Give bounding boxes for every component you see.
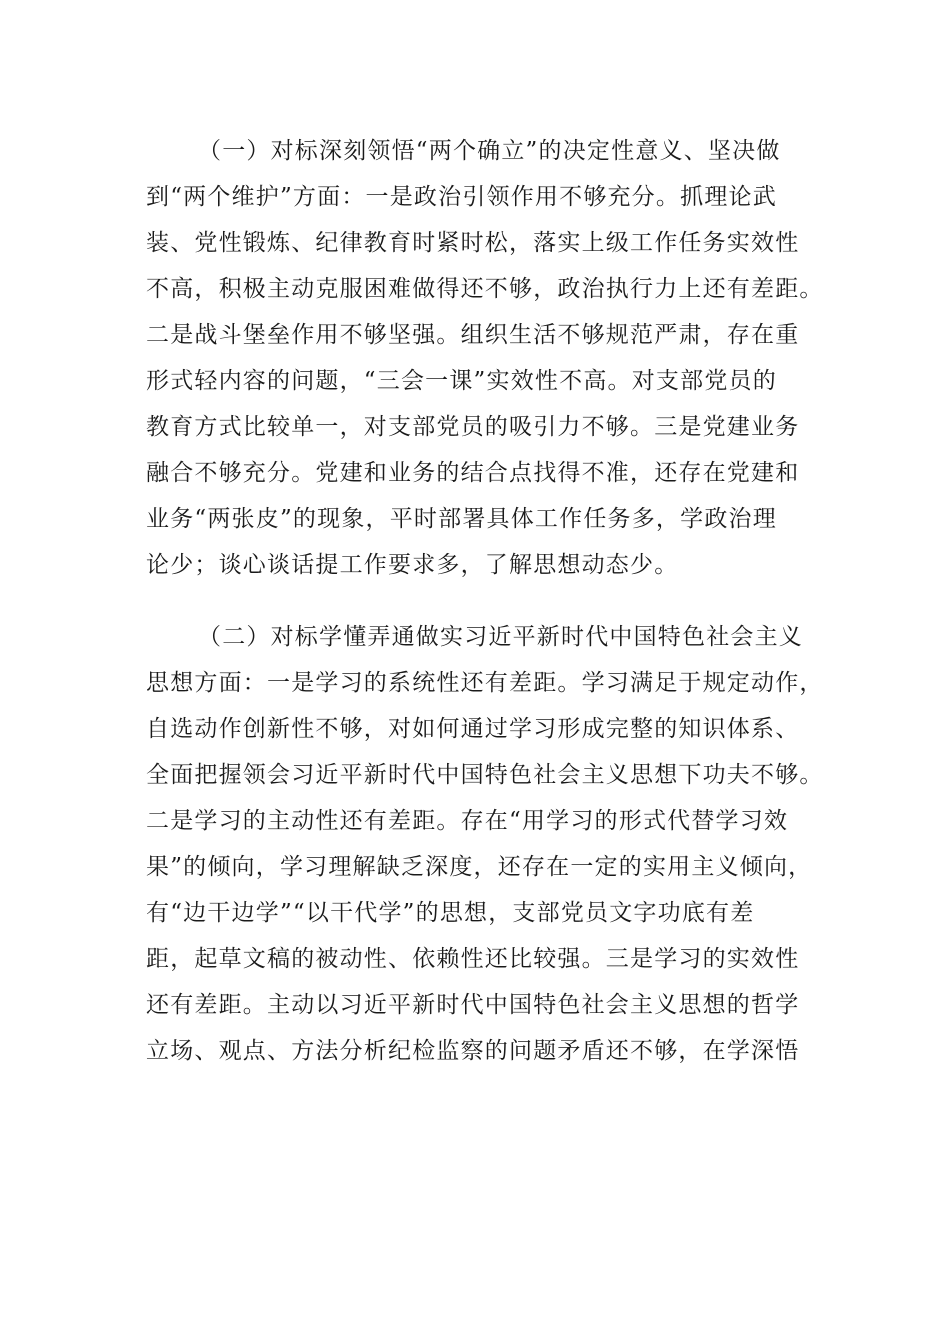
text-line: （二）对标学懂弄通做实习近平新时代中国特色社会主义 (198, 624, 803, 650)
text-line: 论少；谈心谈话提工作要求多，了解思想动态少。 (146, 552, 679, 578)
text-line: 业务“两张皮”的现象，平时部署具体工作任务多，学政治理 (146, 506, 777, 532)
paragraph-spacer (146, 588, 806, 614)
text-line: 形式轻内容的问题，“三会一课”实效性不高。对支部党员的 (146, 368, 777, 394)
text-line: （一）对标深刻领悟“两个确立”的决定性意义、坚决做 (198, 138, 781, 164)
text-line: 二是战斗堡垒作用不够坚强。组织生活不够规范严肃，存在重 (146, 322, 800, 348)
paragraph-2 (146, 614, 824, 1074)
document-body (146, 128, 824, 1074)
text-line: 还有差距。主动以习近平新时代中国特色社会主义思想的哲学 (146, 992, 800, 1018)
text-line: 有“边干边学”“以干代学”的思想，支部党员文字功底有差 (146, 900, 755, 926)
text-line: 自选动作创新性不够，对如何通过学习形成完整的知识体系、 (146, 716, 800, 742)
text-line: 二是学习的主动性还有差距。存在“用学习的形式代替学习效 (146, 808, 789, 834)
text-line: 立场、观点、方法分析纪检监察的问题矛盾还不够，在学深悟 (146, 1038, 800, 1064)
text-line: 思想方面：一是学习的系统性还有差距。学习满足于规定动作， (146, 670, 824, 696)
paragraph-1 (146, 128, 824, 588)
text-line: 融合不够充分。党建和业务的结合点找得不准，还存在党建和 (146, 460, 800, 486)
text-line: 教育方式比较单一，对支部党员的吸引力不够。三是党建业务 (146, 414, 800, 440)
text-line: 不高，积极主动克服困难做得还不够，政治执行力上还有差距。 (146, 276, 824, 302)
text-line: 装、党性锻炼、纪律教育时紧时松，落实上级工作任务实效性 (146, 230, 800, 256)
text-line: 到“两个维护”方面：一是政治引领作用不够充分。抓理论武 (146, 184, 777, 210)
text-line: 距，起草文稿的被动性、依赖性还比较强。三是学习的实效性 (146, 946, 800, 972)
text-line: 全面把握领会习近平新时代中国特色社会主义思想下功夫不够。 (146, 762, 824, 788)
text-line: 果”的倾向，学习理解缺乏深度，还存在一定的实用主义倾向， (146, 854, 813, 880)
